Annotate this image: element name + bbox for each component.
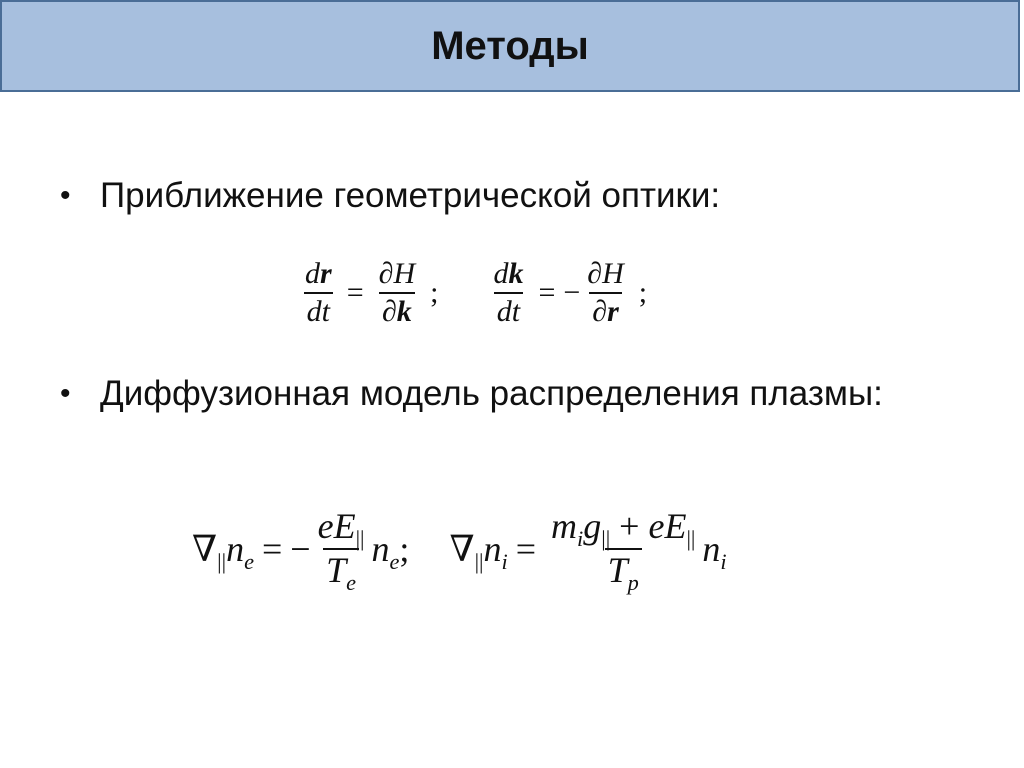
bullet-text: Приближение геометрической оптики:	[100, 176, 721, 215]
bullet-text: Диффузионная модель распределения плазмы:	[100, 374, 883, 413]
equation-diffusion: $\nabla_{||}n_e$ = − $\frac{eE_{||}}{T_e}$ $n_e$; $\nabla_{||}n_i$ = $\frac{m_ig_{||} + eE_{||}}{T_p}$ $n_i$	[192, 506, 727, 595]
fraction-dr-dt: $\frac{dr}{dt}$	[305, 257, 332, 328]
fraction-dH-dk: $\frac{\partial H}{\partial k}$	[378, 257, 416, 328]
bullet-diffusion-model	[60, 372, 890, 416]
bullet-geometric-optics	[60, 174, 890, 218]
equation-ray-optics: $\frac{dr}{dt}$ = $\frac{\partial H}{\partial k}$ ; $\frac{dk}{dt}$ = − $\frac{\partial H}{\partial r}$ ;	[298, 258, 655, 327]
bullet-marker: •	[60, 377, 71, 410]
fraction-mg-eE-Tp: $\frac{m_ig_{||} + eE_{||}}{T_p}$	[551, 506, 696, 595]
bullet-marker: •	[60, 179, 71, 212]
fraction-dH-dr: $\frac{\partial H}{\partial r}$	[587, 257, 624, 328]
slide-title: Методы	[431, 23, 589, 68]
fraction-eE-Te: $\frac{eE_{||}}{T_e}$	[317, 506, 365, 595]
title-bar	[0, 0, 1020, 92]
fraction-dk-dt: $\frac{dk}{dt}$	[493, 257, 524, 328]
